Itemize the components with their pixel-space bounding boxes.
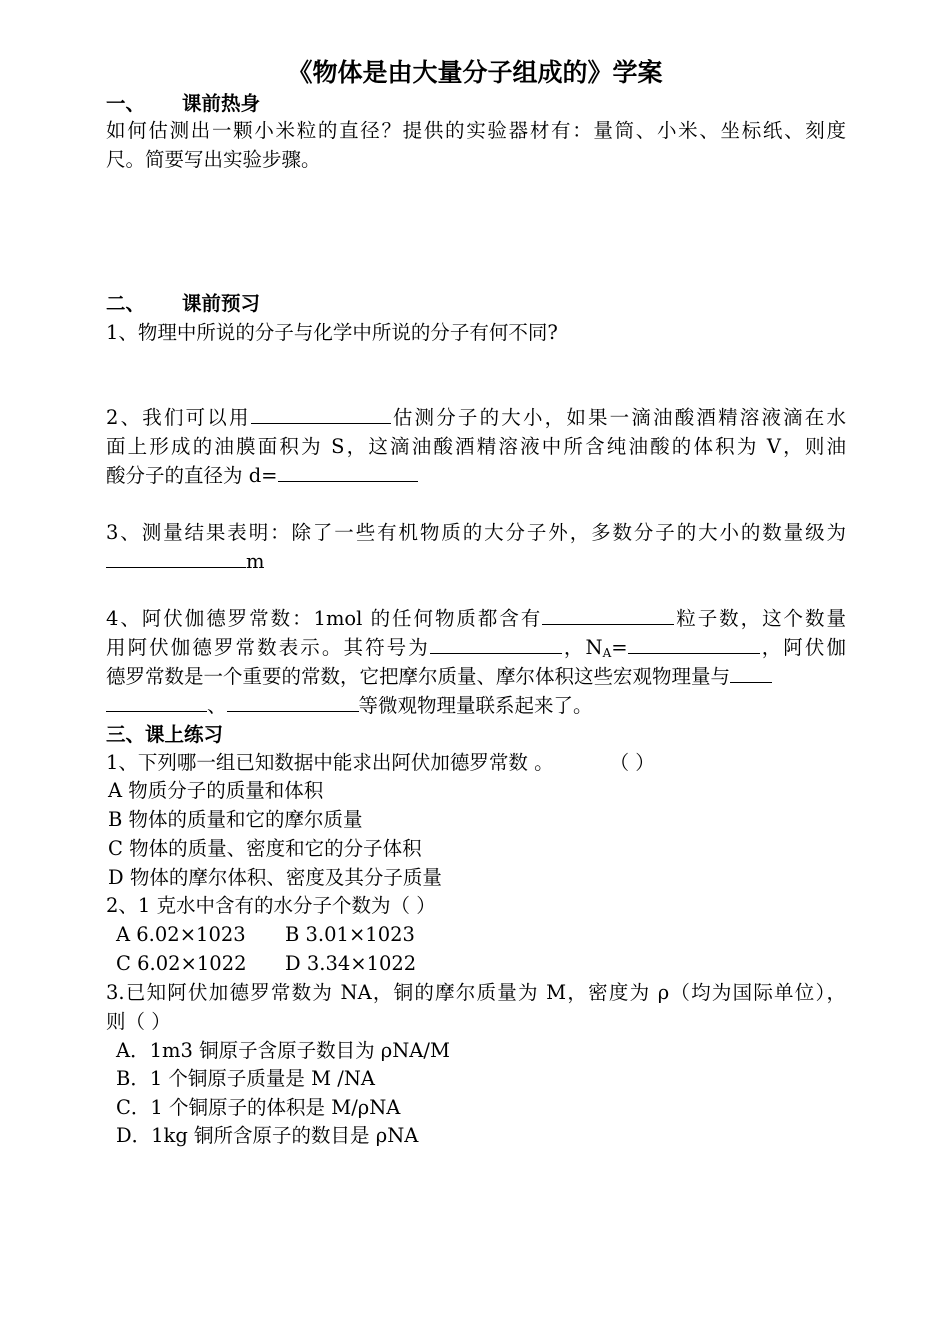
section2-question3-line1: 3、测量结果表明：除了一些有机物质的大分子外，多数分子的大小的数量级为 — [106, 521, 846, 544]
q3-option-d[interactable]: D．1kg 铜所含原子的数目是 ρNA — [116, 1124, 419, 1147]
section3-question2-stem: 2、1 克水中含有的水分子个数为（ ） — [106, 894, 436, 917]
q1-answer-paren[interactable]: （ ） — [609, 751, 655, 774]
section3-question1-stem — [106, 749, 655, 777]
q4-na-label: ，N — [561, 636, 603, 659]
q4-text-line3: 德罗常数是一个重要的常数，它把摩尔质量、摩尔体积这些宏观物理量与 — [106, 665, 731, 688]
q3-option-a[interactable]: A．1m3 铜原子含原子数目为 ρNA/M — [116, 1039, 450, 1062]
answer-blank[interactable] — [106, 548, 246, 568]
answer-blank[interactable] — [430, 634, 562, 654]
section2-question4-line1 — [106, 605, 846, 633]
section2-question4-line3 — [106, 663, 772, 691]
answer-blank[interactable] — [628, 634, 760, 654]
q4-equals: = — [611, 636, 628, 659]
q2-option-d[interactable]: D 3.34×1022 — [285, 952, 417, 975]
q4-separator: 、 — [207, 694, 227, 717]
q4-text-end-line4: 等微观物理量联系起来了。 — [358, 694, 593, 717]
section1-text-line2: 尺。简要写出实验步骤。 — [106, 148, 321, 171]
section2-title: 课前预习 — [182, 292, 261, 315]
q4-symbol-label: 用阿伏伽德罗常数表示。其符号为 — [106, 636, 430, 659]
answer-blank[interactable] — [227, 692, 359, 712]
section2-question4-line4 — [106, 692, 593, 720]
q4-text-end: 粒子数，这个数量 — [674, 607, 846, 630]
section2-question2-line1 — [106, 404, 846, 432]
section2-question2-line3 — [106, 462, 418, 490]
section1-number: 一、 — [106, 92, 146, 115]
q2-options-row2 — [116, 950, 416, 978]
q1-stem-text: 1、下列哪一组已知数据中能求出阿伏加德罗常数 。 — [106, 751, 554, 774]
q1-option-b[interactable]: B 物体的质量和它的摩尔质量 — [108, 808, 363, 831]
answer-blank[interactable] — [730, 663, 772, 683]
section2-question2-line2: 面上形成的油膜面积为 S，这滴油酸酒精溶液中所含纯油酸的体积为 V，则油 — [106, 435, 846, 458]
q4-na-subscript: A — [602, 646, 612, 660]
answer-blank[interactable] — [251, 404, 391, 424]
section2-number: 二、 — [106, 292, 146, 315]
q2-option-b[interactable]: B 3.01×1023 — [285, 923, 415, 946]
section3-question3-stem-line1: 3.已知阿伏加德罗常数为 NA，铜的摩尔质量为 M，密度为 ρ（均为国际单位）， — [106, 981, 846, 1004]
answer-blank[interactable] — [278, 462, 418, 482]
q2-text-end: 估测分子的大小，如果一滴油酸酒精溶液滴在水 — [390, 406, 846, 429]
q3-option-b[interactable]: B．1 个铜原子质量是 M /NA — [116, 1067, 376, 1090]
section3-question3-stem-line2: 则（ ） — [106, 1010, 171, 1033]
section2-heading — [106, 290, 260, 318]
section2-question1: 1、物理中所说的分子与化学中所说的分子有何不同? — [106, 321, 558, 344]
q2-diameter-label: 酸分子的直径为 d= — [106, 464, 278, 487]
section3-heading: 三、课上练习 — [106, 723, 224, 746]
q2-text-start: 2、我们可以用 — [106, 406, 251, 429]
q2-option-c[interactable]: C 6.02×1022 — [116, 952, 247, 975]
answer-blank[interactable] — [106, 692, 207, 712]
document-title: 《物体是由大量分子组成的》学案 — [287, 58, 663, 87]
q4-text-start: 4、阿伏伽德罗常数：1mol 的任何物质都含有 — [106, 607, 543, 630]
section1-text-line1: 如何估测出一颗小米粒的直径？提供的实验器材有：量筒、小米、坐标纸、刻度 — [106, 119, 846, 142]
q2-option-a[interactable]: A 6.02×1023 — [116, 923, 246, 946]
q4-text-tail: ，阿伏伽 — [759, 636, 846, 659]
answer-blank[interactable] — [542, 605, 674, 625]
q2-options-row1 — [116, 921, 415, 949]
section1-heading — [106, 90, 260, 118]
q3-unit: m — [246, 550, 265, 573]
q1-option-a[interactable]: A 物质分子的质量和体积 — [108, 779, 324, 802]
q3-option-c[interactable]: C．1 个铜原子的体积是 M/ρNA — [116, 1096, 401, 1119]
q1-option-d[interactable]: D 物体的摩尔体积、密度及其分子质量 — [108, 866, 442, 889]
q1-option-c[interactable]: C 物体的质量、密度和它的分子体积 — [108, 837, 422, 860]
section1-title: 课前热身 — [182, 92, 261, 115]
section2-question3-line2 — [106, 548, 265, 576]
